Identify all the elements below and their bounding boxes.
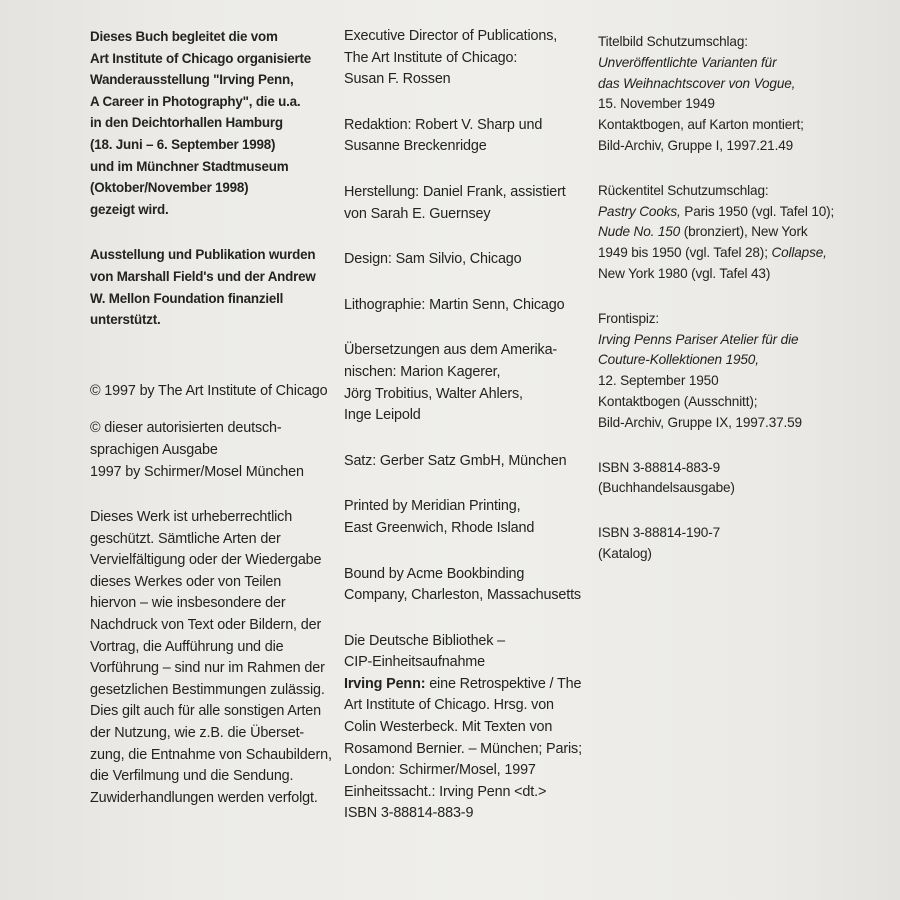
intro-line: (18. Juni – 6. September 1998) <box>90 136 276 152</box>
credit-line: Design: Sam Silvio, Chicago <box>344 251 522 268</box>
isbn-catalog <box>598 523 898 565</box>
funding-line: unterstützt. <box>90 312 161 328</box>
credit-line: von Sarah E. Guernsey <box>344 205 491 222</box>
column-right <box>598 32 898 589</box>
intro-line: Wanderausstellung "Irving Penn, <box>90 72 294 88</box>
isbn-note: (Buchhandelsausgabe) <box>598 480 735 496</box>
legal-line: die Verfilmung und die Sendung. <box>90 768 294 785</box>
cip-record <box>344 631 589 825</box>
caption-line <box>598 222 898 243</box>
intro-line: in den Deichtorhallen Hamburg <box>90 115 283 131</box>
credit-line: Printed by Meridian Printing, <box>344 498 521 515</box>
credit-litho <box>344 295 589 317</box>
legal-line: Vorführung – sind nur im Rahmen der <box>90 660 325 677</box>
isbn-note: (Katalog) <box>598 545 652 561</box>
copyright-line: 1997 by Schirmer/Mosel München <box>90 463 304 480</box>
caption-text: (bronziert), New York <box>680 224 808 240</box>
funding-line: Ausstellung und Publikation wurden <box>90 247 316 263</box>
credit-line: Herstellung: Daniel Frank, assistiert <box>344 183 566 200</box>
credit-line: Redaktion: Robert V. Sharp und <box>344 116 543 133</box>
credit-line: Company, Charleston, Massachusetts <box>344 587 581 604</box>
isbn-number: ISBN 3-88814-190-7 <box>598 525 720 541</box>
credit-translation <box>344 340 589 426</box>
credit-line: East Greenwich, Rhode Island <box>344 519 535 536</box>
intro-line: gezeigt wird. <box>90 201 169 217</box>
credit-line: nischen: Marion Kagerer, <box>344 363 501 380</box>
copyright-original <box>90 381 330 403</box>
column-middle <box>344 26 589 849</box>
credit-design <box>344 249 589 271</box>
cip-line: Die Deutsche Bibliothek – <box>344 632 506 649</box>
legal-line: hiervon – wie insbesondere der <box>90 595 286 612</box>
cip-title-line <box>344 674 589 696</box>
credit-line: Satz: Gerber Satz GmbH, München <box>344 452 567 469</box>
caption-title: Couture-Kollektionen 1950, <box>598 352 759 368</box>
cip-line: Art Institute of Chicago. Hrsg. von <box>344 697 554 714</box>
caption-title: Nude No. 150 <box>598 224 681 240</box>
credit-line: Susanne Breckenridge <box>344 138 487 155</box>
caption-label: Rückentitel Schutzumschlag: <box>598 182 769 198</box>
copyright-line: © 1997 by The Art Institute of Chicago <box>90 382 328 399</box>
intro-line: Dieses Buch begleitet die vom <box>90 29 278 44</box>
credit-line: Übersetzungen aus dem Amerika- <box>344 342 558 359</box>
funding-line: von Marshall Field's und der Andrew <box>90 268 316 284</box>
caption-line: Bild-Archiv, Gruppe IX, 1997.37.59 <box>598 414 802 430</box>
legal-line: geschützt. Sämtliche Arten der <box>90 530 281 547</box>
legal-line: gesetzlichen Bestimmungen zulässig. <box>90 681 325 698</box>
credit-line: Executive Director of Publications, <box>344 28 558 44</box>
caption-line: Kontaktbogen, auf Karton montiert; <box>598 117 804 133</box>
caption-line: Bild-Archiv, Gruppe I, 1997.21.49 <box>598 137 794 153</box>
credit-typesetting <box>344 451 589 473</box>
legal-line: Vortrag, die Aufführung und die <box>90 638 284 655</box>
cip-subtitle: eine Retrospektive / The <box>425 675 582 692</box>
legal-line: Dies gilt auch für alle sonstigen Arten <box>90 703 321 720</box>
caption-line: 15. November 1949 <box>598 96 715 112</box>
caption-title: Collapse, <box>771 245 827 261</box>
exhibition-intro <box>90 26 330 220</box>
legal-line: zung, die Entnahme von Schaubildern, <box>90 746 332 763</box>
copyright-line: © dieser autorisierten deutsch- <box>90 420 282 437</box>
legal-line: Dieses Werk ist urheberrechtlich <box>90 509 293 526</box>
cip-line: London: Schirmer/Mosel, 1997 <box>344 762 536 779</box>
caption-line: 12. September 1950 <box>598 373 719 389</box>
credit-printing <box>344 496 589 539</box>
intro-line: (Oktober/November 1998) <box>90 180 249 196</box>
cover-back-caption <box>598 181 898 285</box>
cip-line: Einheitssacht.: Irving Penn <dt.> <box>344 783 547 800</box>
caption-line <box>598 202 898 223</box>
credit-line: Lithographie: Martin Senn, Chicago <box>344 296 565 313</box>
caption-title: das Weihnachtscover von Vogue, <box>598 75 796 91</box>
cip-line: CIP-Einheitsaufnahme <box>344 654 485 671</box>
caption-title: Unveröffentlichte Varianten für <box>598 54 777 70</box>
caption-text: Paris 1950 (vgl. Tafel 10); <box>680 203 835 219</box>
caption-title: Irving Penns Pariser Atelier für die <box>598 331 799 347</box>
intro-line: A Career in Photography", die u.a. <box>90 93 301 109</box>
credit-line: Inge Leipold <box>344 407 421 424</box>
intro-line: Art Institute of Chicago organisierte <box>90 50 312 66</box>
caption-line <box>598 243 898 264</box>
credit-line: Jörg Trobitius, Walter Ahlers, <box>344 385 523 402</box>
cip-line: ISBN 3-88814-883-9 <box>344 805 474 822</box>
cip-title: Irving Penn: <box>344 675 426 692</box>
credit-binding <box>344 564 589 607</box>
legal-notice <box>90 507 330 809</box>
legal-line: dieses Werkes oder von Teilen <box>90 573 282 590</box>
credit-line: Bound by Acme Bookbinding <box>344 565 525 582</box>
cip-line: Colin Westerbeck. Mit Texten von <box>344 719 553 736</box>
legal-line: Zuwiderhandlungen werden verfolgt. <box>90 789 318 806</box>
intro-line: und im Münchner Stadtmuseum <box>90 158 289 174</box>
credit-director <box>344 26 589 91</box>
caption-title: Pastry Cooks, <box>598 203 681 219</box>
cip-line: Rosamond Bernier. – München; Paris; <box>344 740 582 757</box>
copyright-german <box>90 418 330 483</box>
cover-front-caption <box>598 32 898 157</box>
credit-production <box>344 182 589 225</box>
caption-label: Frontispiz: <box>598 310 660 326</box>
credit-editing <box>344 115 589 158</box>
copyright-line: sprachigen Ausgabe <box>90 441 218 458</box>
credit-line: Susan F. Rossen <box>344 71 451 88</box>
legal-line: Vervielfältigung oder der Wiedergabe <box>90 552 322 569</box>
caption-label: Titelbild Schutzumschlag: <box>598 34 748 49</box>
caption-text: 1949 bis 1950 (vgl. Tafel 28); <box>598 245 772 261</box>
credit-line: The Art Institute of Chicago: <box>344 49 518 66</box>
isbn-number: ISBN 3-88814-883-9 <box>598 459 720 475</box>
column-left <box>90 26 330 833</box>
caption-line: Kontaktbogen (Ausschnitt); <box>598 393 758 409</box>
isbn-trade <box>598 458 898 500</box>
frontispiece-caption <box>598 309 898 434</box>
legal-line: der Nutzung, wie z.B. die Überset- <box>90 725 305 742</box>
funding-note <box>90 244 330 330</box>
legal-line: Nachdruck von Text oder Bildern, der <box>90 617 322 634</box>
funding-line: W. Mellon Foundation finanziell <box>90 290 284 306</box>
caption-line: New York 1980 (vgl. Tafel 43) <box>598 265 771 281</box>
